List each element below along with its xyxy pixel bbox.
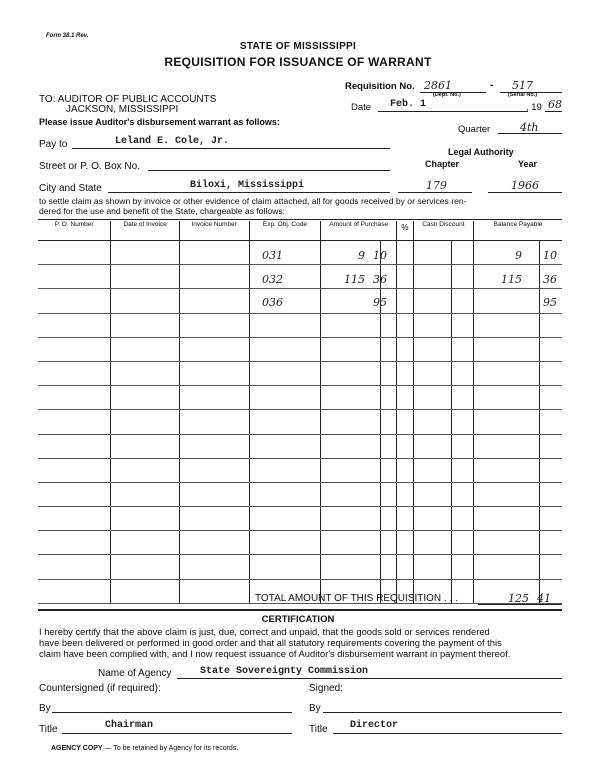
row2-code: 032: [262, 273, 283, 286]
chapter-line: [398, 192, 472, 193]
pay-to-value: Leland E. Cole, Jr.: [115, 136, 230, 147]
by-left-label: By: [39, 703, 51, 714]
dept-no-caption: (Dept. No.): [433, 92, 461, 98]
addressee-line1: TO: AUDITOR OF PUBLIC ACCOUNTS: [39, 94, 217, 105]
row2-amount-cents: 36: [373, 273, 387, 286]
by-left-line: [52, 712, 292, 713]
table-row: [38, 265, 562, 289]
footer-note: [51, 745, 238, 752]
addressee-line2: JACKSON, MISSISSIPPI: [66, 104, 179, 115]
table-row: [38, 361, 562, 385]
date-year: 68: [548, 98, 562, 111]
city-value: Biloxi, Mississippi: [190, 180, 305, 191]
row2-balance-cents: 36: [543, 273, 557, 286]
year-label: Year: [518, 159, 538, 169]
row1-balance-cents: 10: [543, 249, 557, 262]
table-top-rule: [38, 219, 562, 220]
by-right-label: By: [309, 703, 321, 714]
agency-line: [177, 678, 562, 679]
row2-amount-dollars: 115: [344, 273, 365, 286]
legal-authority-label: Legal Authority: [448, 147, 514, 157]
title-right-label: Title: [309, 724, 328, 735]
title-left-line: [62, 733, 292, 734]
row3-code: 036: [262, 296, 283, 309]
legal-year-line: [488, 192, 562, 193]
table-row: [38, 531, 562, 555]
footer-agency-copy: AGENCY COPY: [51, 745, 103, 752]
total-label: TOTAL AMOUNT OF THIS REQUISITION . . .: [255, 593, 458, 604]
pay-to-line: [72, 148, 390, 149]
row1-balance-dollars: 9: [515, 249, 522, 262]
chapter-value: 179: [426, 179, 447, 192]
header-date-of-invoice: Date of Invoice: [111, 221, 180, 241]
table-row: [38, 507, 562, 531]
title-left-value: Chairman: [105, 720, 154, 731]
street-label: Street or P. O. Box No.: [39, 161, 140, 172]
header-percent: %: [397, 221, 414, 241]
city-line: [108, 192, 390, 193]
row3-amount-cents: 95: [373, 296, 387, 309]
row1-code: 031: [262, 249, 283, 262]
certification-line3: claim have been complied with, and I now request issuance of Auditor's disbursement warrant in payment thereof.: [39, 648, 511, 659]
header-invoice-number: Invoice Number: [179, 221, 249, 241]
header-amount-of-purchase: Amount of Purchase: [321, 221, 397, 241]
pay-to-label: Pay to: [39, 139, 68, 150]
header-exp-obj-code: Exp. Obj. Code: [249, 221, 321, 241]
table-row: [38, 313, 562, 337]
total-dollars: 125: [508, 592, 529, 605]
table-row: [38, 410, 562, 434]
certification-heading: CERTIFICATION: [261, 614, 335, 625]
dept-no-value: 2861: [424, 79, 452, 92]
total-cents: 41: [537, 592, 551, 605]
form-title: REQUISITION FOR ISSUANCE OF WARRANT: [164, 55, 432, 69]
agency-value: State Sovereignty Commission: [200, 666, 369, 677]
by-right-line: [323, 712, 562, 713]
state-header: STATE OF MISSISSIPPI: [239, 41, 357, 52]
quarter-value: 4th: [520, 121, 539, 134]
header-po-number: P. O. Number: [38, 221, 111, 241]
serial-no-value: 517: [512, 79, 533, 92]
agency-label: Name of Agency: [98, 668, 172, 679]
signed-label: Signed:: [309, 683, 343, 694]
requisition-dash: -: [490, 80, 494, 91]
table-row: [38, 241, 562, 265]
row1-amount-cents: 10: [373, 249, 387, 262]
row3-balance-cents: 95: [543, 296, 557, 309]
countersigned-label: Countersigned (if required):: [39, 683, 161, 694]
total-rule: [38, 609, 562, 611]
date-line: [378, 111, 528, 112]
quarter-label: Quarter: [458, 124, 491, 135]
certification-line2: have been delivered or performed in good order and that all statutory requirements covering the payment of this: [39, 637, 502, 648]
title-right-value: Director: [350, 720, 399, 731]
date-year-prefix: , 19: [526, 102, 542, 113]
instruction-text: Please issue Auditor's disbursement warrant as follows:: [39, 117, 280, 127]
header-cash-discount: Cash Discount: [413, 221, 473, 241]
settle-text-1: to settle claim as shown by invoice or other evidence of claim attached, all for goods received by or services ren-: [39, 196, 467, 206]
street-line: [148, 170, 390, 171]
certification-line1: I hereby certify that the above claim is just, due, correct and unpaid, that the goods sold or services rendered: [39, 626, 490, 637]
table-row: [38, 482, 562, 506]
table-row: [38, 458, 562, 482]
city-label: City and State: [39, 183, 102, 194]
header-balance-payable: Balance Payable: [474, 221, 562, 241]
row2-balance-dollars: 115: [501, 273, 522, 286]
date-year-line: [545, 111, 562, 112]
serial-no-caption: (Serial No.): [508, 92, 538, 98]
table-row: [38, 386, 562, 410]
form-id: Form 38.1 Rev.: [46, 33, 89, 39]
disbursement-table: [38, 221, 562, 604]
date-label: Date: [351, 102, 372, 113]
table-row: [38, 337, 562, 361]
row1-amount-dollars: 9: [358, 249, 365, 262]
title-right-line: [333, 733, 562, 734]
table-header-row: [38, 221, 562, 241]
settle-text-2: dered for the use and benefit of the State, chargeable as follows:: [39, 206, 286, 216]
table-row: [38, 555, 562, 579]
table-row: [38, 434, 562, 458]
footer-text: — To be retained by Agency for its records.: [102, 745, 239, 752]
chapter-label: Chapter: [425, 159, 460, 169]
table-row: [38, 289, 562, 313]
title-left-label: Title: [39, 724, 58, 735]
date-value: Feb. 1: [390, 99, 427, 110]
requisition-label: Requisition No.: [345, 81, 415, 92]
legal-year-value: 1966: [511, 179, 539, 192]
